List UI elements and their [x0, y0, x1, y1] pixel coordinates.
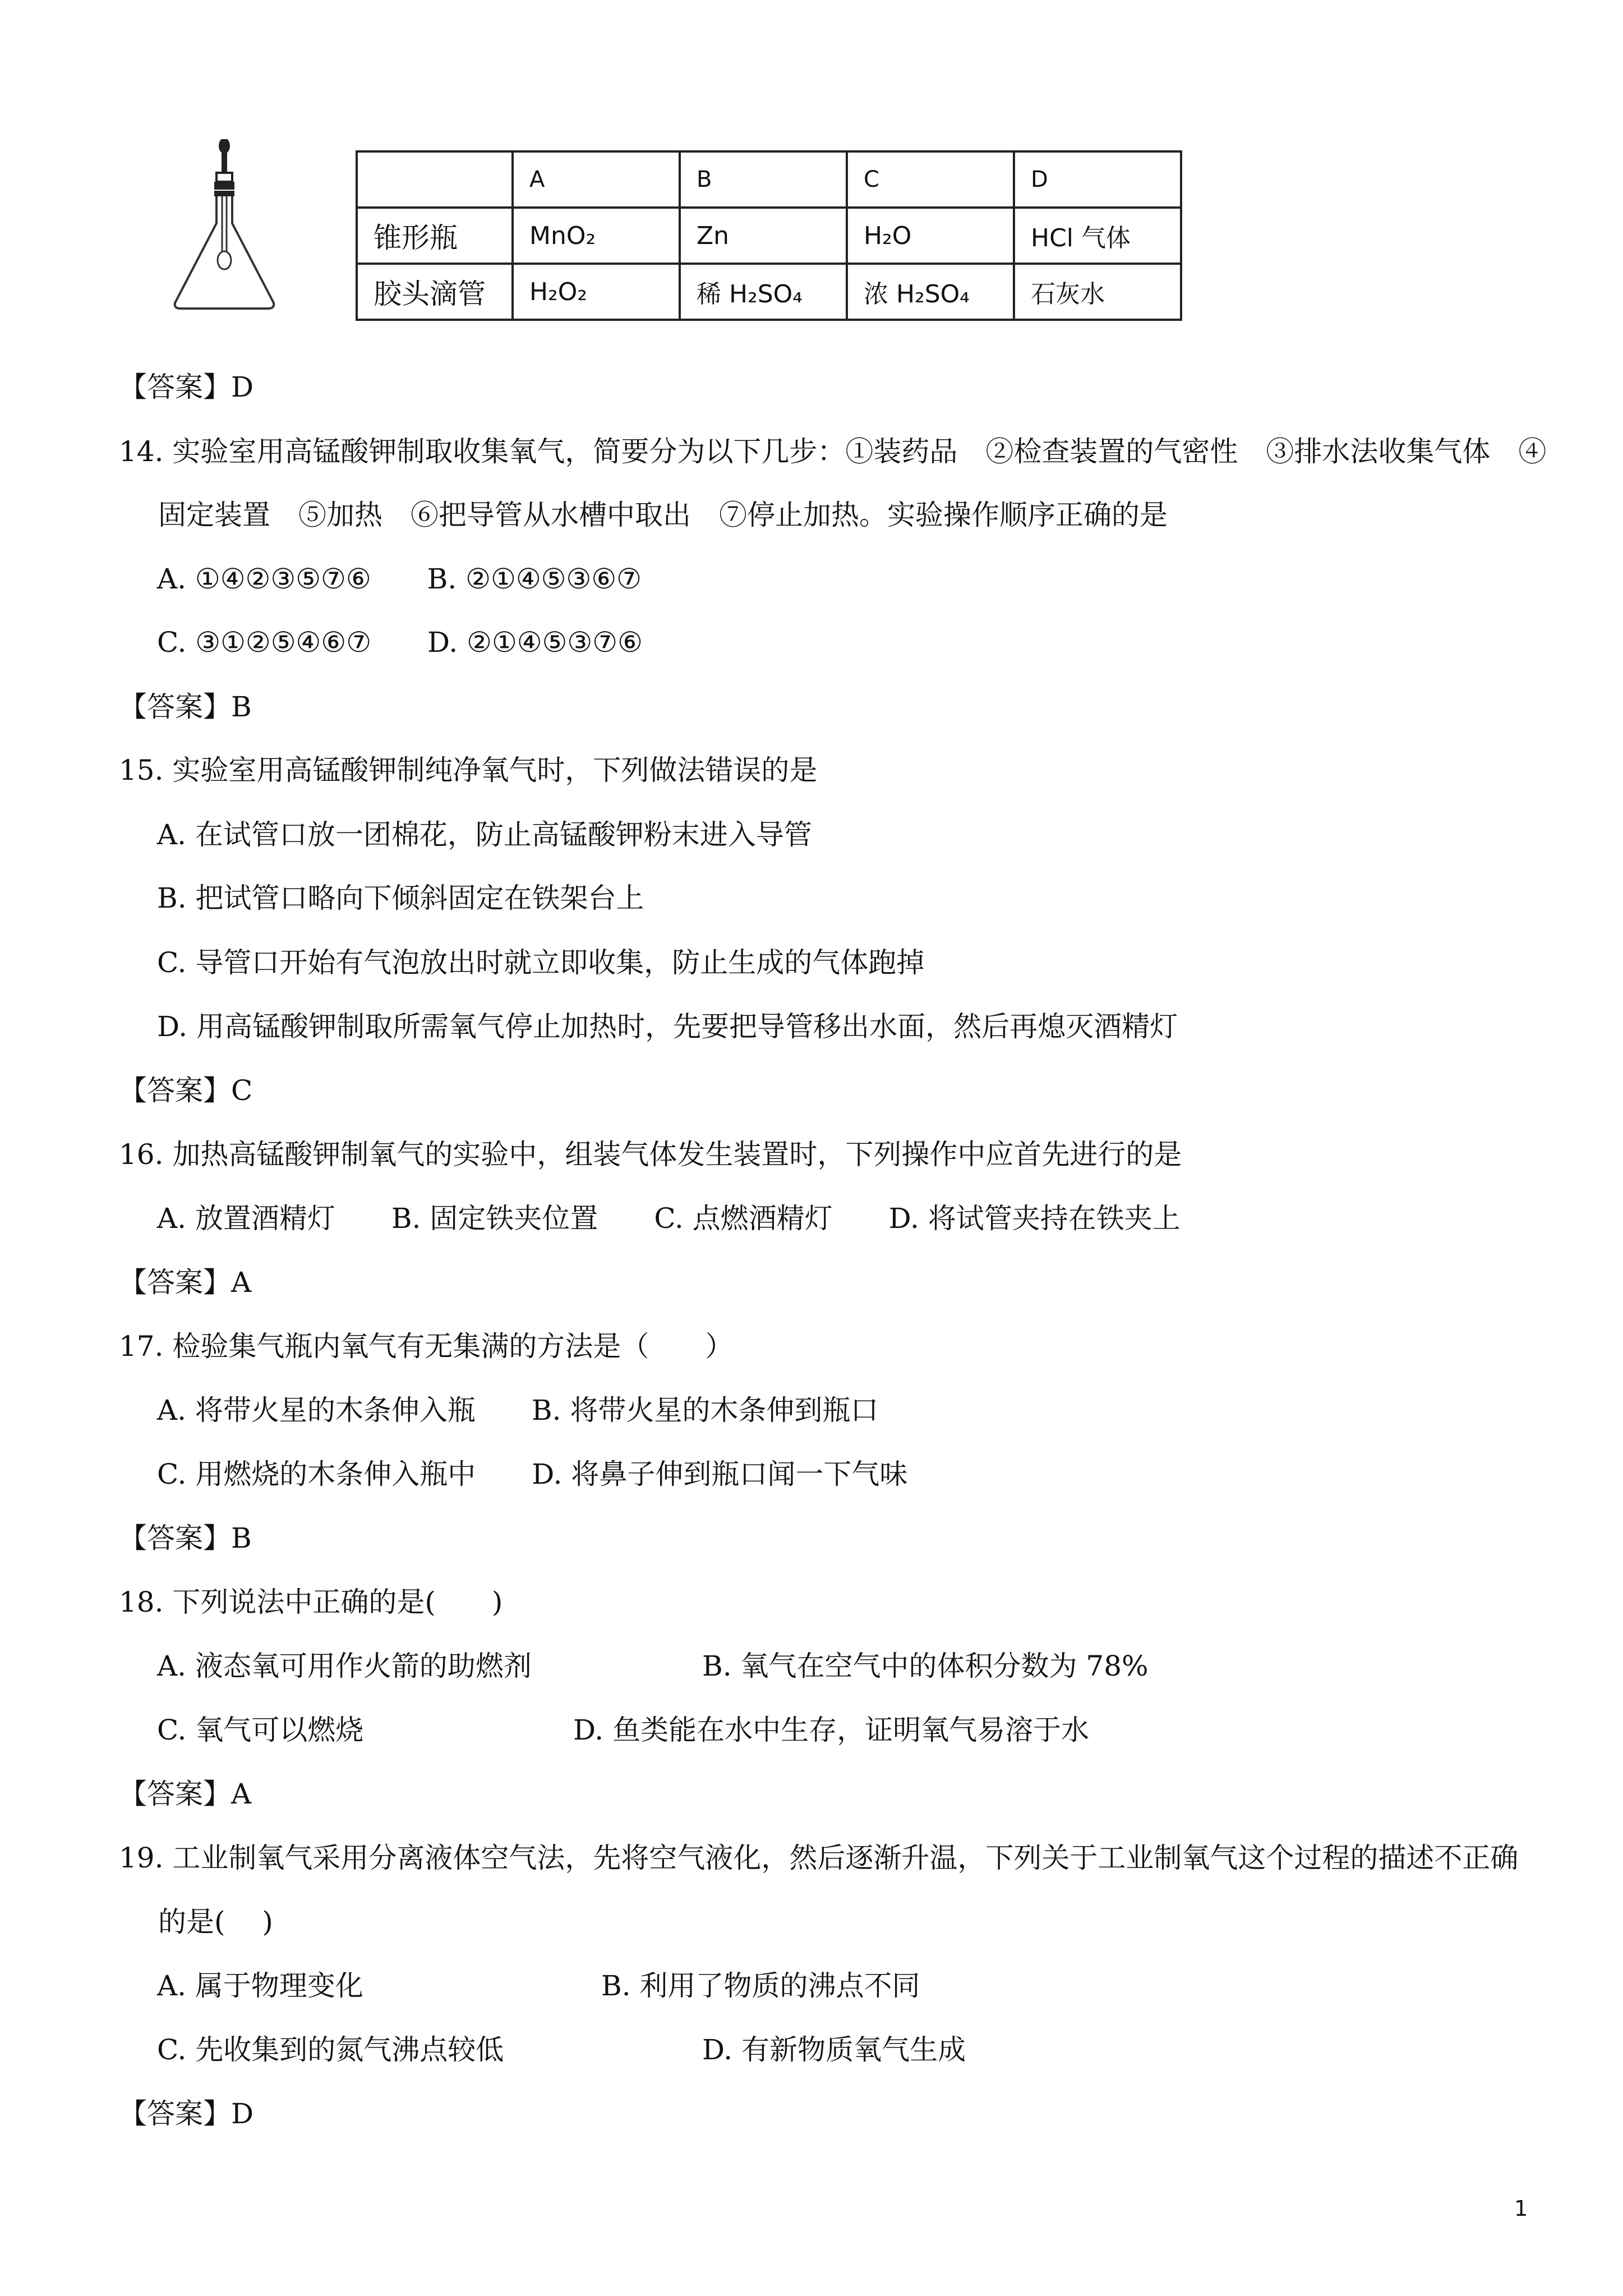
- answer-13: 【答案】D: [119, 371, 254, 403]
- table-cell: H₂O₂: [513, 264, 680, 320]
- table-header-cell: C: [847, 151, 1014, 208]
- question-19-option-a: A. 属于物理变化: [157, 1970, 363, 2002]
- question-18-option-a: A. 液态氧可用作火箭的助燃剂: [157, 1650, 532, 1682]
- answer-14: 【答案】B: [119, 691, 252, 723]
- question-14-line-2: 固定装置 ⑤加热 ⑥把导管从水槽中取出 ⑦停止加热。实验操作顺序正确的是: [158, 499, 1168, 531]
- question-15-option-a: A. 在试管口放一团棉花，防止高锰酸钾粉末进入导管: [157, 818, 812, 851]
- table-row-label: 胶头滴管: [357, 264, 513, 320]
- answer-19: 【答案】D: [119, 2097, 254, 2130]
- question-18-option-d: D. 鱼类能在水中生存，证明氧气易溶于水: [573, 1714, 1090, 1746]
- question-16: 16. 加热高锰酸钾制氧气的实验中，组装气体发生装置时，下列操作中应首先进行的是: [119, 1138, 1182, 1171]
- table-cell: 稀 H₂SO₄: [680, 264, 847, 320]
- question-17: 17. 检验集气瓶内氧气有无集满的方法是（ ）: [119, 1330, 734, 1363]
- table-cell: 石灰水: [1014, 264, 1181, 320]
- table-header-cell: B: [680, 151, 847, 208]
- answer-15: 【答案】C: [119, 1074, 253, 1107]
- page-number: 1: [1514, 2196, 1528, 2221]
- reagent-table: [356, 150, 1182, 321]
- question-15: 15. 实验室用高锰酸钾制纯净氧气时，下列做法错误的是: [119, 754, 818, 786]
- question-15-option-b: B. 把试管口略向下倾斜固定在铁架台上: [157, 882, 644, 914]
- table-row: [357, 264, 1181, 320]
- question-19-line-2: 的是( ): [158, 1906, 273, 1938]
- conical-flask-with-dropper-icon: [168, 139, 280, 313]
- answer-18: 【答案】A: [119, 1778, 252, 1810]
- table-cell: Zn: [680, 208, 847, 264]
- table-row: [357, 208, 1181, 264]
- table-header-cell: [357, 151, 513, 208]
- question-15-option-c: C. 导管口开始有气泡放出时就立即收集，防止生成的气体跑掉: [157, 946, 925, 979]
- question-15-option-d: D. 用高锰酸钾制取所需氧气停止加热时，先要把导管移出水面，然后再熄灭酒精灯: [157, 1010, 1178, 1043]
- table-cell: 浓 H₂SO₄: [847, 264, 1014, 320]
- table-row-label: 锥形瓶: [357, 208, 513, 264]
- question-14-line-1: 14. 实验室用高锰酸钾制取收集氧气，简要分为以下几步：①装药品 ②检查装置的气密性 ③排水法收集气体 ④: [119, 435, 1547, 468]
- question-18: 18. 下列说法中正确的是( ): [119, 1586, 503, 1618]
- table-cell: MnO₂: [513, 208, 680, 264]
- question-19-option-b: B. 利用了物质的沸点不同: [601, 1970, 920, 2002]
- question-19-option-d: D. 有新物质氧气生成: [702, 2033, 966, 2066]
- table-header-cell: D: [1014, 151, 1181, 208]
- question-16-options: A. 放置酒精灯 B. 固定铁夹位置 C. 点燃酒精灯 D. 将试管夹持在铁夹上: [157, 1202, 1181, 1235]
- question-14-options-2: C. ③①②⑤④⑥⑦ D. ②①④⑤③⑦⑥: [157, 626, 643, 659]
- table-cell: H₂O: [847, 208, 1014, 264]
- answer-17: 【答案】B: [119, 1522, 252, 1554]
- question-14-options-1: A. ①④②③⑤⑦⑥ B. ②①④⑤③⑥⑦: [157, 563, 642, 595]
- table-header-cell: A: [513, 151, 680, 208]
- table-header-row: [357, 151, 1181, 208]
- answer-16: 【答案】A: [119, 1266, 252, 1299]
- question-18-option-c: C. 氧气可以燃烧: [157, 1714, 364, 1746]
- question-17-options-1: A. 将带火星的木条伸入瓶 B. 将带火星的木条伸到瓶口: [157, 1394, 879, 1427]
- question-17-options-2: C. 用燃烧的木条伸入瓶中 D. 将鼻子伸到瓶口闻一下气味: [157, 1458, 908, 1490]
- question-18-option-b: B. 氧气在空气中的体积分数为 78%: [702, 1650, 1149, 1682]
- question-19-line-1: 19. 工业制氧气采用分离液体空气法，先将空气液化，然后逐渐升温，下列关于工业制氧气这个过程的描述不正确: [119, 1842, 1519, 1874]
- table-cell: HCl 气体: [1014, 208, 1181, 264]
- question-19-option-c: C. 先收集到的氮气沸点较低: [157, 2033, 504, 2066]
